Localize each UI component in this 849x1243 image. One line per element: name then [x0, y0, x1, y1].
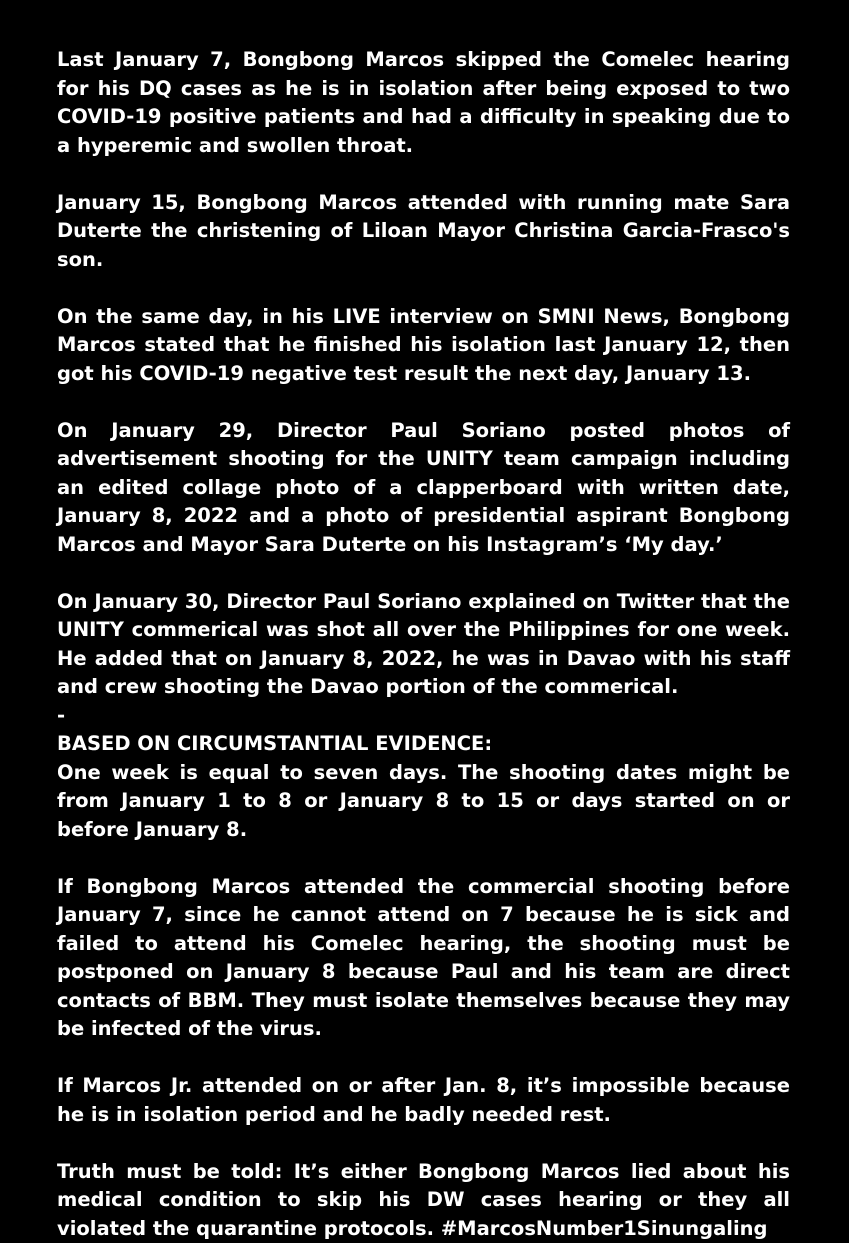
- paragraph-smni-interview: On the same day, in his LIVE interview on SMNI News, Bongbong Marcos stated that he finished his isolation last January 12, then got his COVID-19 negative test result the next day, January 13.: [57, 303, 790, 389]
- paragraph-one-week: One week is equal to seven days. The shooting dates might be from January 1 to 8 or January 8 to 15 or days started on or before January 8.: [57, 759, 790, 845]
- paragraph-after-january-8: If Marcos Jr. attended on or after Jan. 8, it’s impossible because he is in isolation period and he badly needed rest.: [57, 1072, 790, 1129]
- evidence-heading: BASED ON CIRCUMSTANTIAL EVIDENCE:: [57, 730, 790, 759]
- paragraph-comelec-skip: Last January 7, Bongbong Marcos skipped the Comelec hearing for his DQ cases as he is in isolation after being exposed to two COVID-19 positive patients and had a difficulty in speaking due to a hyperemic and swollen throat.: [57, 46, 790, 160]
- paragraph-conclusion: Truth must be told: It’s either Bongbong Marcos lied about his medical condition to skip his DW cases hearing or they all violated the quarantine protocols. #MarcosNumber1Sinungaling: [57, 1158, 790, 1243]
- paragraph-before-january-7: If Bongbong Marcos attended the commercial shooting before January 7, since he cannot attend on 7 because he is sick and failed to attend his Comelec hearing, the shooting must be postponed on January 8 because Paul and his team are direct contacts of BBM. They must isolate themselves because they may be infected of the virus.: [57, 873, 790, 1044]
- section-divider: -: [57, 702, 790, 731]
- paragraph-twitter-explanation: On January 30, Director Paul Soriano explained on Twitter that the UNITY commerical was shot all over the Philippines for one week. He added that on January 8, 2022, he was in Davao with his staff and crew shooting the Davao portion of the commerical.: [57, 588, 790, 702]
- paragraph-instagram-post: On January 29, Director Paul Soriano posted photos of advertisement shooting for the UNITY team campaign including an edited collage photo of a clapperboard with written date, January 8, 2022 and a photo of presidential aspirant Bongbong Marcos and Mayor Sara Duterte on his Instagram’s ‘My day.’: [57, 417, 790, 560]
- document-body: [57, 46, 790, 1243]
- paragraph-christening: January 15, Bongbong Marcos attended with running mate Sara Duterte the christening of Liloan Mayor Christina Garcia-Frasco's son.: [57, 189, 790, 275]
